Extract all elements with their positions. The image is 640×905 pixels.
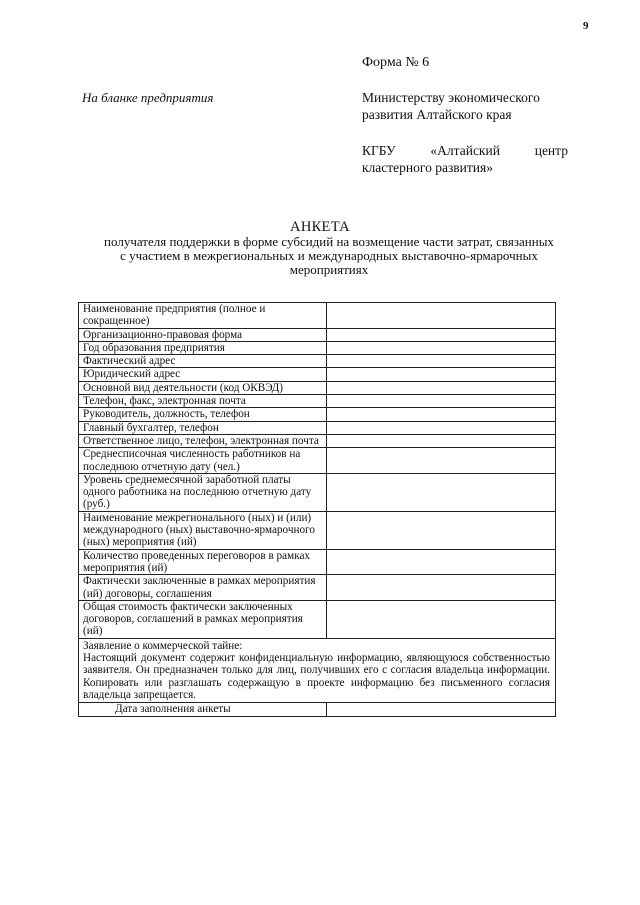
table-row — [79, 421, 556, 434]
row-label: Общая стоимость фактически заключенных договоров, соглашений в рамках мероприятия (ий) — [79, 600, 327, 638]
row-label: Главный бухгалтер, телефон — [79, 421, 327, 434]
confidentiality-text: Настоящий документ содержит конфиденциальную информацию, являющуюся собственностью заявителя. Он предназначен только для лиц, получивших его с согласия владельца информации. Копировать или разглашать содержащую в проекте информацию без письменного согласия владельца запрещается. — [83, 652, 550, 701]
table-row — [79, 355, 556, 368]
table-row — [79, 368, 556, 381]
page-number: 9 — [583, 20, 589, 32]
row-label: Ответственное лицо, телефон, электронная почта — [79, 434, 327, 447]
table-row — [79, 395, 556, 408]
kgbu-word-2: «Алтайский — [430, 143, 500, 158]
row-label: Наименование предприятия (полное и сокращенное) — [79, 303, 327, 329]
table-row — [79, 341, 556, 354]
questionnaire-table — [78, 302, 556, 717]
recipient-ministry: Министерству экономического развития Алтайского края — [362, 90, 540, 122]
row-value-field[interactable] — [327, 511, 556, 549]
form-number: Форма № 6 — [362, 55, 430, 70]
table-row — [79, 575, 556, 601]
row-value-field[interactable] — [327, 381, 556, 394]
table-row — [79, 448, 556, 474]
table-row — [79, 549, 556, 575]
row-label: Количество проведенных переговоров в рамках мероприятия (ий) — [79, 549, 327, 575]
row-label: Фактический адрес — [79, 355, 327, 368]
table-row — [79, 328, 556, 341]
row-label: Юридический адрес — [79, 368, 327, 381]
row-value-field[interactable] — [327, 368, 556, 381]
letterhead-note: На бланке предприятия — [82, 90, 214, 105]
row-value-field[interactable] — [327, 600, 556, 638]
row-label: Телефон, факс, электронная почта — [79, 395, 327, 408]
table-row — [79, 434, 556, 447]
recipient-kgbu — [362, 142, 568, 176]
row-label: Организационно-правовая форма — [79, 328, 327, 341]
row-label: Фактически заключенные в рамках мероприятия (ий) договоры, соглашения — [79, 575, 327, 601]
table-row — [79, 381, 556, 394]
row-value-field[interactable] — [327, 328, 556, 341]
table-row — [79, 473, 556, 511]
row-value-field[interactable] — [327, 575, 556, 601]
date-label: Дата заполнения анкеты — [79, 703, 327, 716]
confidentiality-row — [79, 638, 556, 702]
row-value-field[interactable] — [327, 355, 556, 368]
row-label: Среднесписочная численность работников на последнюю отчетную дату (чел.) — [79, 448, 327, 474]
table-row — [79, 511, 556, 549]
table-row — [79, 600, 556, 638]
row-label: Год образования предприятия — [79, 341, 327, 354]
table-row — [79, 303, 556, 329]
table-row — [79, 408, 556, 421]
kgbu-line-2: кластерного развития» — [362, 160, 493, 175]
row-value-field[interactable] — [327, 395, 556, 408]
row-label: Уровень среднемесячной заработной платы одного работника на последнюю отчетную дату (руб.) — [79, 473, 327, 511]
row-value-field[interactable] — [327, 448, 556, 474]
confidentiality-heading: Заявление о коммерческой тайне: — [83, 639, 243, 652]
row-value-field[interactable] — [327, 408, 556, 421]
row-value-field[interactable] — [327, 434, 556, 447]
date-row — [79, 703, 556, 716]
date-value-field[interactable] — [327, 703, 556, 716]
row-label: Наименование межрегионального (ных) и (или) международного (ных) выставочно-ярмарочного (ных) мероприятия (ий) — [79, 511, 327, 549]
row-value-field[interactable] — [327, 421, 556, 434]
row-label: Основной вид деятельности (код ОКВЭД) — [79, 381, 327, 394]
row-value-field[interactable] — [327, 341, 556, 354]
confidentiality-notice — [79, 638, 556, 702]
row-value-field[interactable] — [327, 303, 556, 329]
kgbu-word-3: центр — [534, 143, 568, 158]
document-title: АНКЕТА — [290, 219, 350, 235]
row-value-field[interactable] — [327, 473, 556, 511]
kgbu-word-1: КГБУ — [362, 143, 396, 158]
document-subtitle: получателя поддержки в форме субсидий на возмещение части затрат, связанных с участием в межрегиональных и международных выставочно-ярмарочных мероприятиях — [104, 234, 554, 277]
row-value-field[interactable] — [327, 549, 556, 575]
row-label: Руководитель, должность, телефон — [79, 408, 327, 421]
